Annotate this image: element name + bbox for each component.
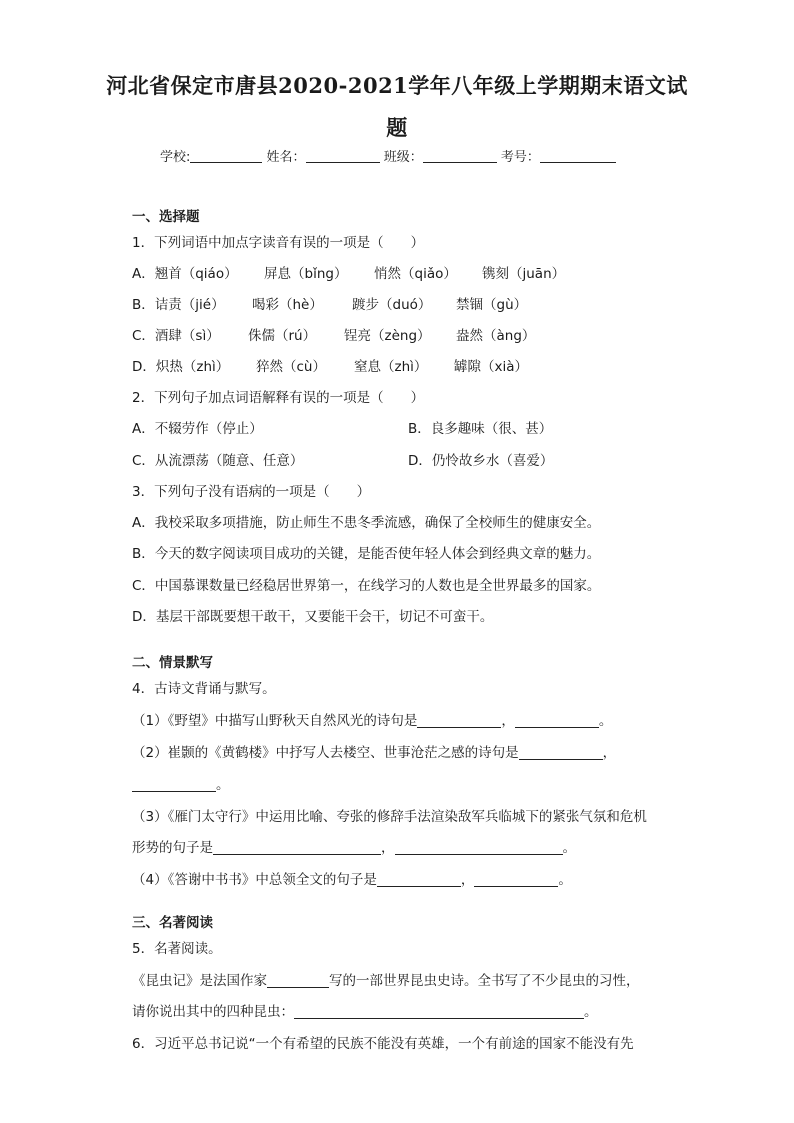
- comma: ，: [460, 872, 475, 888]
- exam-number-label: 考号：: [500, 150, 540, 165]
- q4-part3-blank2[interactable]: [395, 840, 563, 855]
- section-heading-recitation: 二、情景默写: [132, 655, 213, 671]
- q2-option-c[interactable]: C．从流漂荡（随意、任意）: [132, 453, 304, 469]
- q3-option-d[interactable]: D．基层干部既要想干敢干，又要能干会干，切记不可蛮干。: [132, 609, 494, 625]
- q2-option-d[interactable]: D．仍怜故乡水（喜爱）: [408, 453, 554, 469]
- school-label: 学校:: [160, 150, 191, 165]
- q3-option-b[interactable]: B．今天的数字阅读项目成功的关键，是能否使年轻人体会到经典文章的魅力。: [132, 546, 601, 562]
- period: 。: [598, 713, 613, 729]
- student-info-row: [160, 146, 616, 165]
- q5-line1: [132, 972, 640, 990]
- q1-a-word2: 屏息（bǐng）: [264, 266, 348, 282]
- exam-number-field[interactable]: [540, 148, 616, 163]
- q2-stem: 2．下列句子加点词语解释有误的一项是（ ）: [132, 390, 425, 406]
- q3-stem: 3．下列句子没有语病的一项是（ ）: [132, 484, 371, 500]
- q1-b-word4: 禁锢（gù）: [456, 297, 528, 313]
- q4-part4: [132, 871, 572, 889]
- name-field[interactable]: [306, 148, 380, 163]
- period: 。: [216, 777, 230, 793]
- q1-c-word4: 盎然（àng）: [456, 328, 536, 344]
- q1-c-word3: 锃亮（zèng）: [344, 328, 431, 344]
- q1-a-word4: 镌刻（juān）: [482, 266, 566, 282]
- q1-d-word3: 窒息（zhì）: [354, 359, 428, 375]
- q4-part1-blank1[interactable]: [417, 713, 501, 728]
- class-label: 班级：: [383, 150, 423, 165]
- q1-d-word4: 罅隙（xià）: [454, 359, 529, 375]
- period: 。: [584, 1004, 598, 1020]
- q4-part2-cont: [132, 776, 230, 794]
- section-heading-choice: 一、选择题: [132, 209, 200, 225]
- q4-part2-blank1[interactable]: [519, 745, 603, 760]
- q5-line1-text-a: 《昆虫记》是法国作家: [132, 973, 267, 989]
- q1-d-word2: 猝然（cù）: [256, 359, 326, 375]
- q5-author-blank[interactable]: [267, 973, 329, 988]
- q1-d-word1: D．炽热（zhì）: [132, 359, 230, 375]
- q4-part3-blank1[interactable]: [213, 840, 381, 855]
- q5-insects-blank[interactable]: [294, 1004, 584, 1019]
- period: 。: [558, 872, 572, 888]
- q4-part1: [132, 712, 612, 730]
- q1-c-word1: C．酒肆（sì）: [132, 328, 220, 344]
- q1-option-a[interactable]: [132, 265, 566, 283]
- q2-option-b[interactable]: B．良多趣味（很、甚）: [408, 421, 553, 437]
- q1-a-word3: 悄然（qiǎo）: [374, 266, 457, 282]
- q1-stem: 1．下列词语中加点字读音有误的一项是（ ）: [132, 235, 425, 251]
- comma: ，: [602, 745, 617, 761]
- q1-a-word1: A．翘首（qiáo）: [132, 266, 238, 282]
- q4-part3-text: 形势的句子是: [132, 840, 213, 856]
- q4-part4-blank2[interactable]: [474, 872, 558, 887]
- q3-option-a[interactable]: A．我校采取多项措施，防止师生不患冬季流感，确保了全校师生的健康安全。: [132, 515, 601, 531]
- q5-line2: [132, 1003, 598, 1021]
- q5-line2-text: 请你说出其中的四种昆虫：: [132, 1004, 294, 1020]
- q1-b-word3: 踱步（duó）: [352, 297, 432, 313]
- q4-part1-blank2[interactable]: [515, 713, 599, 728]
- q2-option-a[interactable]: A．不辍劳作（停止）: [132, 421, 263, 437]
- q4-part2-text: （2）崔颢的《黄鹤楼》中抒写人去楼空、世事沧茫之感的诗句是: [132, 745, 519, 761]
- school-field[interactable]: [190, 148, 262, 163]
- q5-line1-text-b: 写的一部世界昆虫史诗。全书写了不少昆虫的习性，: [329, 973, 640, 989]
- q1-c-word2: 侏儒（rú）: [248, 328, 317, 344]
- period: 。: [562, 840, 576, 856]
- exam-title-line1: 河北省保定市唐县2020-2021学年八年级上学期期末语文试: [106, 73, 688, 98]
- q1-option-b[interactable]: [132, 296, 528, 314]
- q6-line1: 6．习近平总书记说“一个有希望的民族不能没有英雄，一个有前途的国家不能没有先: [132, 1036, 634, 1052]
- exam-title-line2: 题: [386, 115, 408, 140]
- section-heading-classics: 三、名著阅读: [132, 915, 213, 931]
- name-label: 姓名：: [266, 150, 306, 165]
- q4-part4-blank1[interactable]: [377, 872, 461, 887]
- comma: ，: [381, 840, 395, 856]
- q1-b-word1: B．诘责（jié）: [132, 297, 225, 313]
- q4-part4-text: （4）《答谢中书书》中总领全文的句子是: [132, 872, 377, 888]
- q1-option-c[interactable]: [132, 327, 536, 345]
- class-field[interactable]: [423, 148, 497, 163]
- q4-part2-blank2[interactable]: [132, 777, 216, 792]
- q1-option-d[interactable]: [132, 358, 529, 376]
- q4-stem: 4．古诗文背诵与默写。: [132, 681, 276, 697]
- q5-stem: 5．名著阅读。: [132, 941, 222, 957]
- comma: ，: [501, 713, 515, 729]
- q4-part3-line2: [132, 839, 576, 857]
- q1-b-word2: 喝彩（hè）: [252, 297, 323, 313]
- q4-part3-line1: （3）《雁门太守行》中运用比喻、夸张的修辞手法渲染敌军兵临城下的紧张气氛和危机: [132, 809, 647, 825]
- q4-part2: [132, 744, 616, 762]
- q3-option-c[interactable]: C．中国慕课数量已经稳居世界第一，在线学习的人数也是全世界最多的国家。: [132, 578, 601, 594]
- q4-part1-text: （1）《野望》中描写山野秋天自然风光的诗句是: [132, 713, 418, 729]
